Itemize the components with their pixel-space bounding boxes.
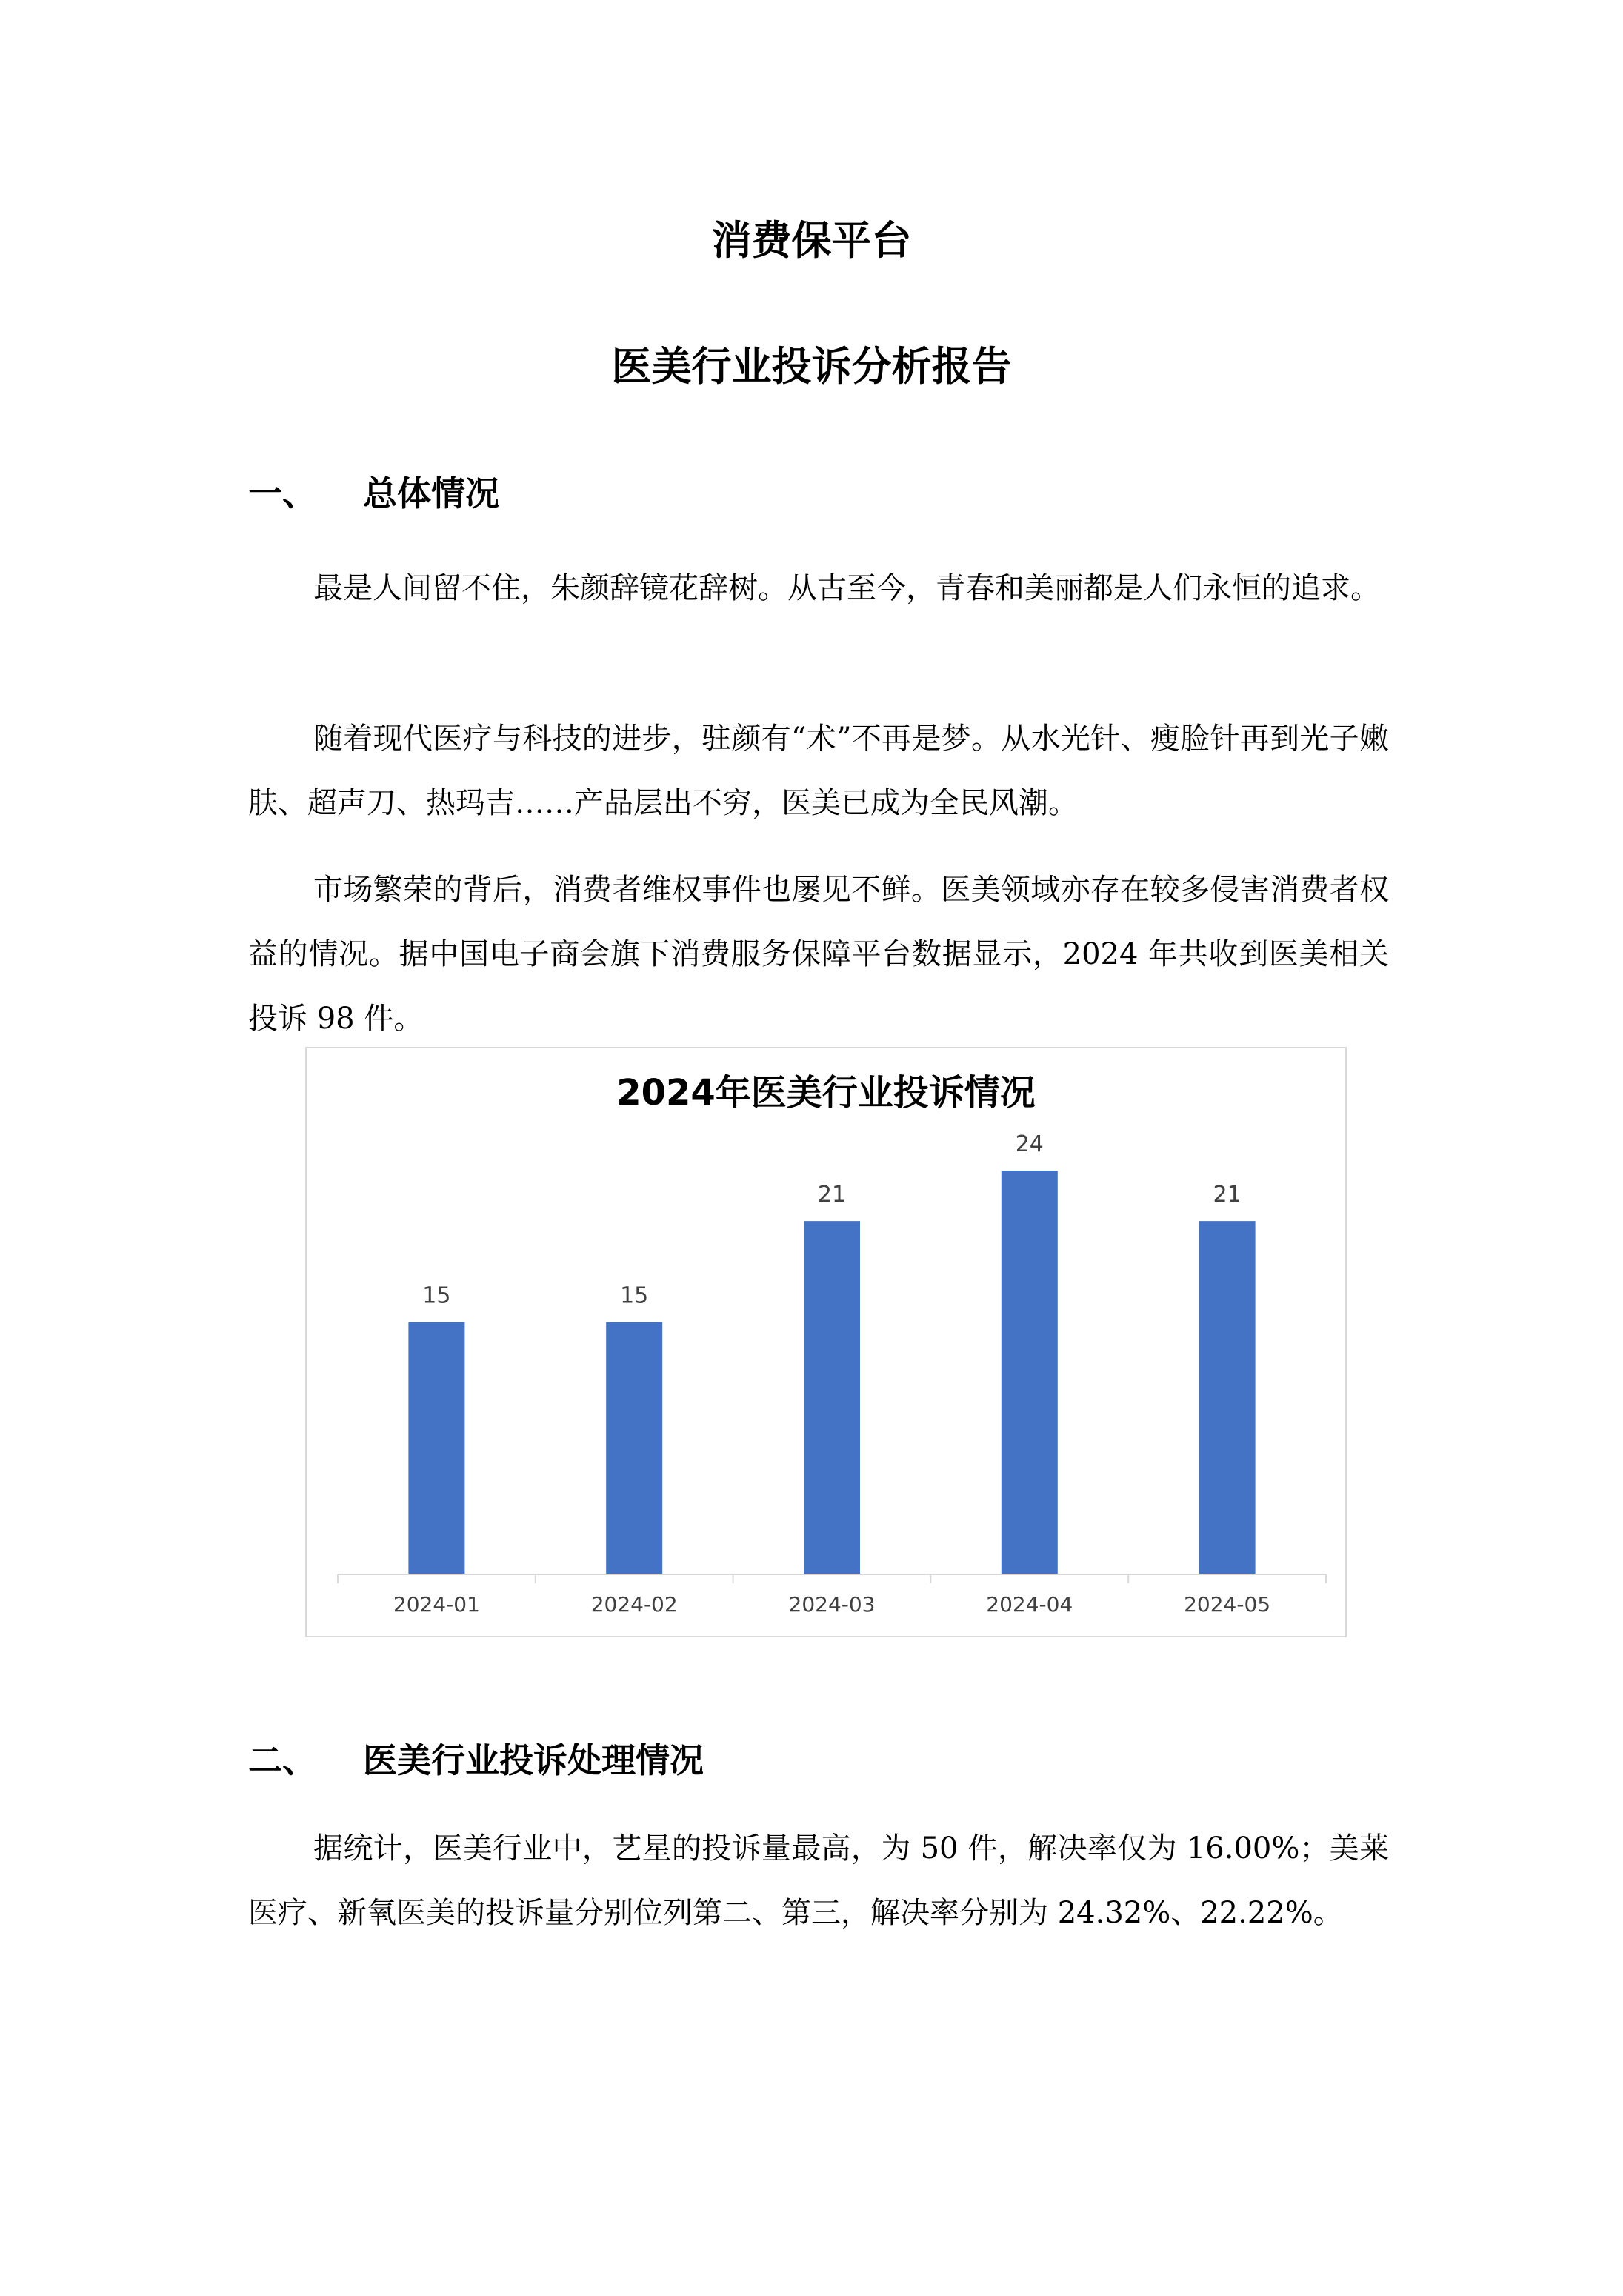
- chart-x-axis: [338, 1574, 1326, 1583]
- report-title: 医美行业投诉分析报告: [611, 343, 1012, 390]
- bar-2024-05: [1199, 1221, 1256, 1574]
- tick-label-2024-01: 2024-01: [393, 1592, 480, 1617]
- paragraph: 据统计，医美行业中，艺星的投诉量最高，为 50 件，解决率仅为 16.00%；美莱医疗、新氧医美的投诉量分别位列第二、第三，解决率分别为 24.32%、22.22%。: [248, 1831, 1389, 1930]
- bar-2024-02: [606, 1322, 662, 1574]
- section-heading-text: 总体情况: [363, 473, 499, 513]
- data-label-2024-03: 21: [817, 1182, 847, 1208]
- chart-x-tick-labels: [393, 1592, 1270, 1617]
- data-label-2024-01: 15: [422, 1282, 451, 1309]
- chart-canvas: [307, 1048, 1345, 1636]
- tick-label-2024-04: 2024-04: [986, 1592, 1073, 1617]
- report-platform-title: 消费保平台: [711, 217, 912, 264]
- chart-title: 2024年医美行业投诉情况: [616, 1072, 1036, 1114]
- tick-label-2024-02: 2024-02: [590, 1592, 678, 1617]
- paragraph: 最是人间留不住，朱颜辞镜花辞树。从古至今，青春和美丽都是人们永恒的追求。: [313, 571, 1380, 605]
- data-label-2024-04: 24: [1015, 1131, 1044, 1157]
- paragraph: 市场繁荣的背后，消费者维权事件也屡见不鲜。医美领域亦存在较多侵害消费者权益的情况。据中国电子商会旗下消费服务保障平台数据显示，2024 年共收到医美相关投诉 98 件。: [248, 873, 1389, 1036]
- data-label-2024-05: 21: [1213, 1182, 1242, 1208]
- bar-2024-03: [804, 1221, 860, 1574]
- section-heading-text: 医美行业投诉处理情况: [363, 1740, 704, 1780]
- section-number: 一、: [248, 473, 316, 513]
- tick-label-2024-03: 2024-03: [788, 1592, 876, 1617]
- section-heading-overview: [248, 471, 499, 516]
- section-number: 二、: [248, 1740, 316, 1780]
- data-label-2024-02: 15: [620, 1282, 649, 1309]
- chart-bars: [408, 1171, 1255, 1574]
- paragraph: 随着现代医疗与科技的进步，驻颜有“术”不再是梦。从水光针、瘦脸针再到光子嫩肤、超声刀、热玛吉……产品层出不穷，医美已成为全民风潮。: [248, 722, 1389, 820]
- tick-label-2024-05: 2024-05: [1184, 1592, 1271, 1617]
- section-heading-complaint-handling: [248, 1738, 704, 1783]
- complaint-bar-chart: [305, 1047, 1347, 1637]
- bar-2024-04: [1002, 1171, 1058, 1574]
- bar-2024-01: [408, 1322, 464, 1574]
